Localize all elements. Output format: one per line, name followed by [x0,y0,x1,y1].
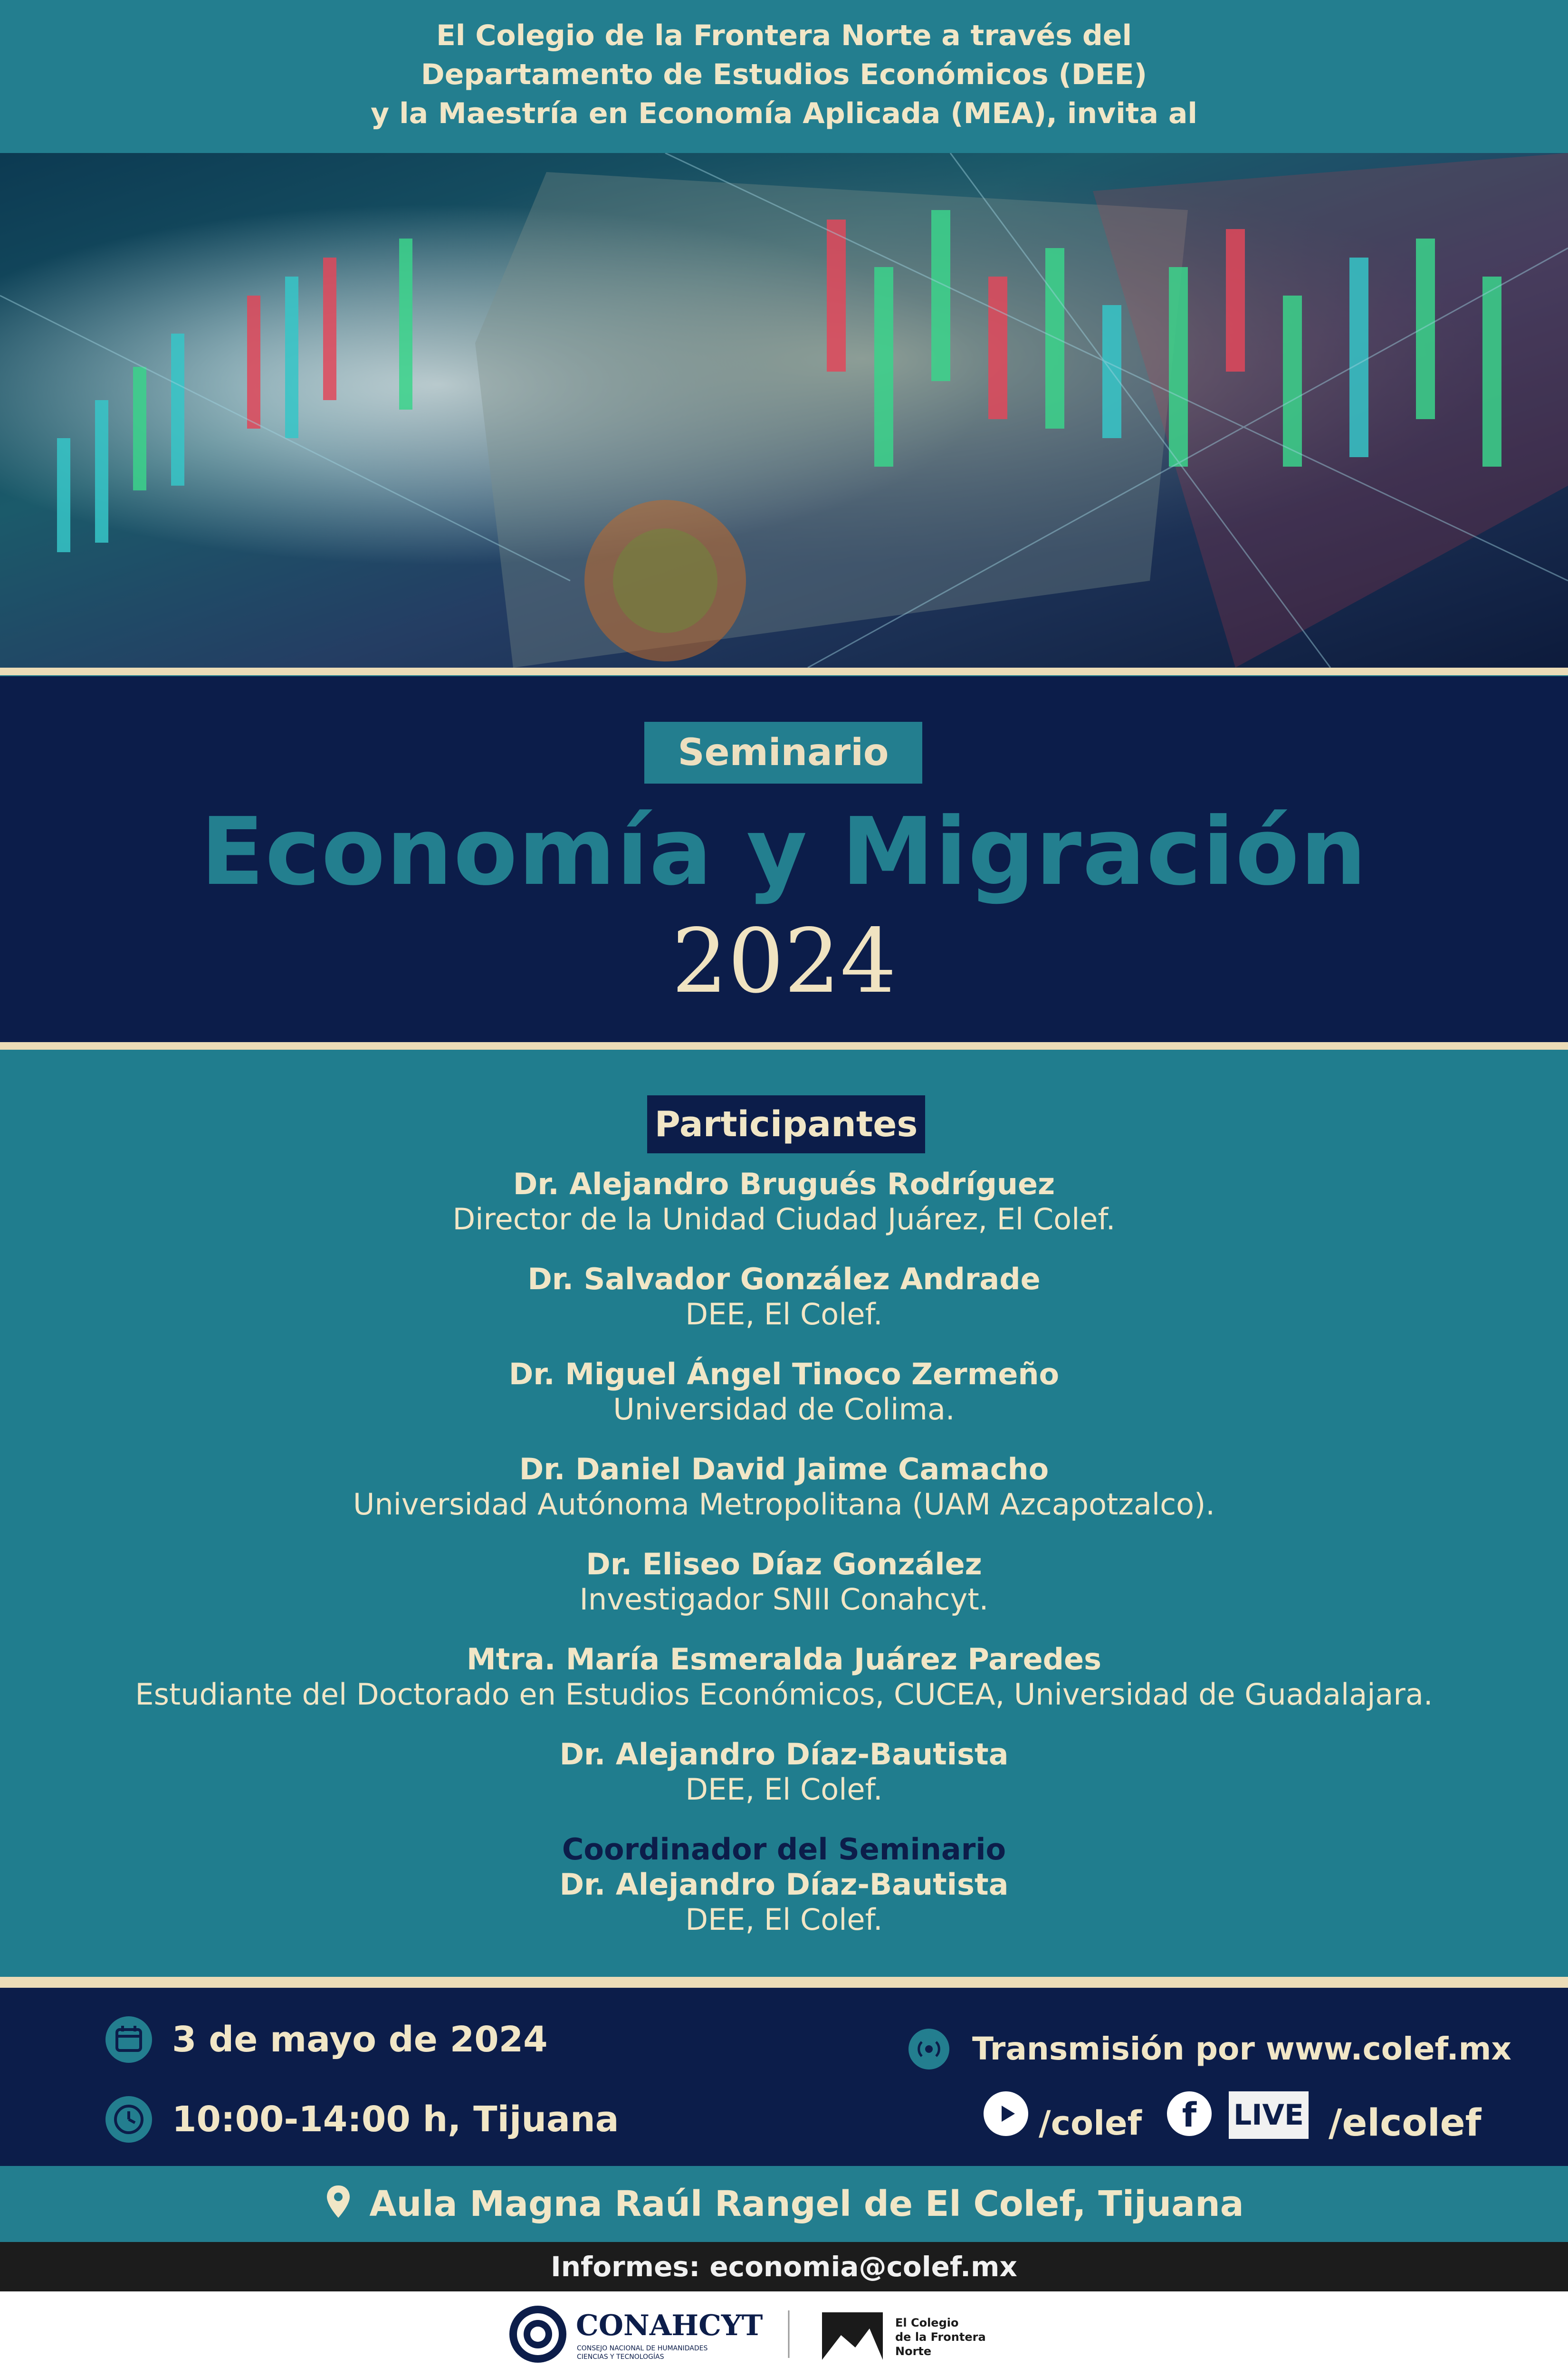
header-line-1: El Colegio de la Frontera Norte a través del [436,19,1132,52]
participant-name: Dr. Daniel David Jaime Camacho [519,1452,1049,1486]
divider-band [0,668,1568,675]
participant [0,1167,1568,1237]
finance-collage-illustration [0,153,1568,668]
transmission-text[interactable]: Transmisión por www.colef.mx [972,2031,1511,2067]
participant-affiliation: Investigador SNII Conahcyt. [579,1582,989,1617]
event-title: Economía y Migración [201,798,1367,906]
participant [0,1737,1568,1807]
participant-name: Dr. Alejandro Díaz-Bautista [559,1737,1009,1772]
header-line-2: Departamento de Estudios Económicos (DEE) [421,58,1147,91]
participants-section [0,1057,1568,1977]
facebook-handle[interactable]: /elcolef [1329,2102,1482,2145]
banner-image [0,153,1568,668]
live-badge: LIVE [1229,2091,1309,2139]
conahcyt-subtitle-1: CONSEJO NACIONAL DE HUMANIDADES [577,2345,708,2352]
colef-logo [822,2312,883,2360]
participant-name: Dr. Alejandro Brugués Rodríguez [513,1167,1055,1201]
participant-affiliation: Director de la Unidad Ciudad Juárez, El Colef. [452,1202,1116,1236]
seminar-tag: Seminario [644,722,922,784]
clock-icon [105,2096,152,2143]
title-panel [0,676,1568,1042]
informes-bar [0,2242,1568,2291]
participant-name: Dr. Salvador González Andrade [527,1262,1041,1296]
participant [0,1642,1568,1712]
participant [0,1452,1568,1522]
colef-name-line-2: de la Frontera [895,2330,986,2344]
coordinator-name: Dr. Alejandro Díaz-Bautista [559,1867,1009,1902]
participant-name: Dr. Eliseo Díaz González [586,1547,982,1581]
event-details [0,1988,1568,2166]
participant-name: Dr. Miguel Ángel Tinoco Zermeño [508,1357,1060,1391]
participant [0,1357,1568,1427]
participant-affiliation: Universidad de Colima. [613,1392,955,1427]
venue-name: Aula Magna Raúl Rangel de El Colef, Tijuana [369,2184,1244,2224]
location-pin-icon [324,2166,353,2242]
youtube-handle[interactable]: /colef [1039,2104,1142,2143]
event-time: 10:00-14:00 h, Tijuana [172,2099,619,2140]
event-year: 2024 [671,910,897,1013]
participants-tag: Participantes [647,1095,925,1153]
colef-name-line-3: Norte [895,2345,932,2358]
facebook-icon[interactable] [1167,2091,1212,2136]
coordinator [0,1832,1568,1937]
event-date: 3 de mayo de 2024 [172,2019,548,2060]
svg-text:f: f [1182,2096,1197,2135]
header [0,0,1568,153]
participant-name: Mtra. María Esmeralda Juárez Paredes [467,1642,1101,1677]
header-line-3: y la Maestría en Economía Aplicada (MEA), invita al [371,97,1197,130]
participant-affiliation: Universidad Autónoma Metropolitana (UAM Azcapotzalco). [353,1487,1215,1522]
conahcyt-subtitle-2: CIENCIAS Y TECNOLOGÍAS [577,2353,664,2361]
informes-email[interactable]: Informes: economia@colef.mx [551,2251,1017,2283]
coordinator-label: Coordinador del Seminario [562,1832,1006,1867]
divider-band [0,1977,1568,1988]
participant-affiliation: DEE, El Colef. [685,1297,883,1332]
divider-band [0,1042,1568,1050]
participant [0,1262,1568,1332]
participant [0,1547,1568,1617]
venue-bar [0,2166,1568,2242]
logos-bar [0,2291,1568,2376]
conahcyt-logo [509,2306,566,2363]
participant-affiliation: Estudiante del Doctorado en Estudios Económicos, CUCEA, Universidad de Guadalajara. [135,1677,1433,1712]
calendar-icon [105,2016,152,2063]
conahcyt-name: CONAHCYT [576,2309,763,2342]
colef-name-line-1: El Colegio [895,2316,959,2329]
youtube-icon[interactable] [984,2091,1028,2136]
coordinator-affiliation: DEE, El Colef. [685,1902,883,1937]
broadcast-icon [908,2029,949,2069]
participant-affiliation: DEE, El Colef. [685,1772,883,1807]
